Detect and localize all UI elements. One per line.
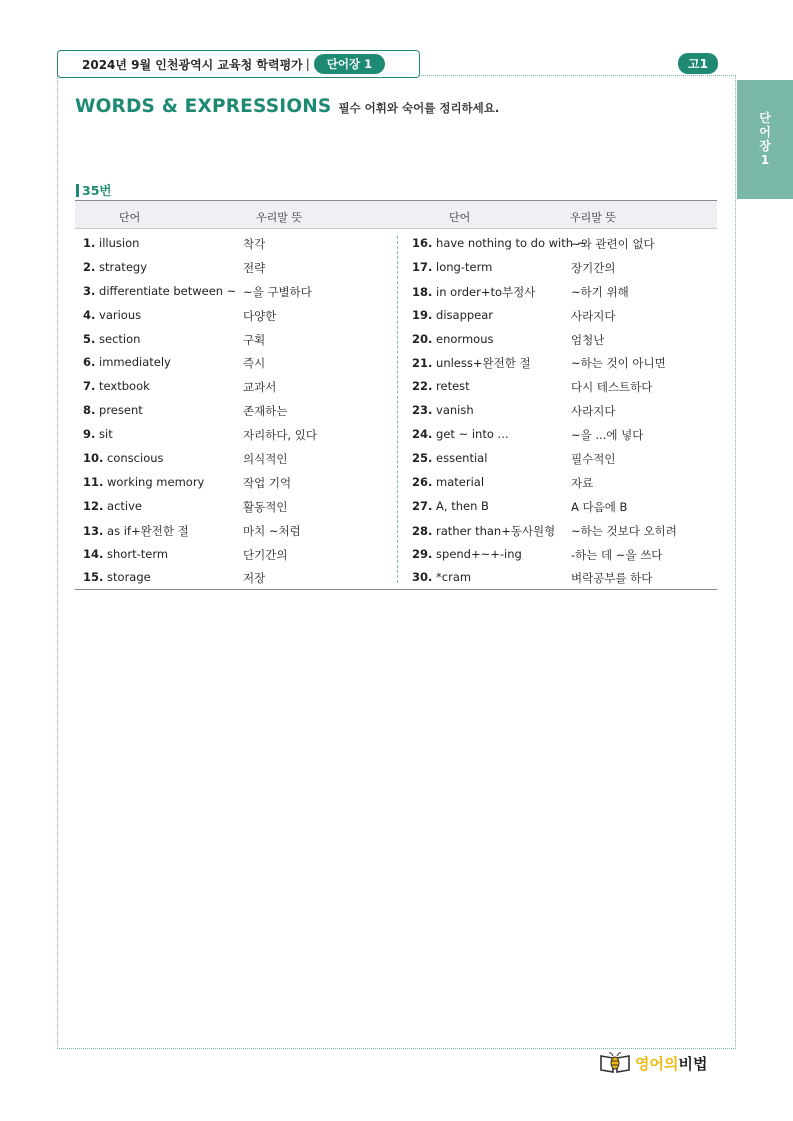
word-text: long-term <box>436 259 493 274</box>
item-number: 15. <box>83 570 104 585</box>
word-text: enormous <box>436 331 494 346</box>
item-number: 16. <box>412 236 433 250</box>
word-text: get ~ into ... <box>436 427 509 442</box>
col-header-word: 단어 <box>119 211 141 224</box>
korean-meaning: 저장 <box>243 571 266 586</box>
word-text: spend+~+-ing <box>436 546 522 561</box>
word-text: active <box>107 498 142 513</box>
word-text: *cram <box>436 570 472 585</box>
logo-text-b: 비법 <box>678 1054 708 1073</box>
vocab-word <box>83 427 113 441</box>
item-number: 12. <box>83 498 104 513</box>
korean-meaning: ~하기 위해 <box>571 284 629 299</box>
side-tab-char: 단 <box>759 111 771 125</box>
word-text: various <box>99 307 142 322</box>
vocab-word <box>83 547 168 561</box>
title-main: WORDS & EXPRESSIONS <box>75 96 332 117</box>
korean-meaning: 마치 ~처럼 <box>243 523 301 538</box>
word-text: unless+완전한 절 <box>436 356 531 371</box>
item-number: 29. <box>412 546 433 561</box>
word-text: section <box>99 331 141 346</box>
exam-title: 2024년 9월 인천광역시 교육청 학력평가 <box>82 57 303 72</box>
word-text: textbook <box>99 379 150 394</box>
word-text: sit <box>99 427 113 442</box>
bee-book-icon <box>599 1050 631 1076</box>
item-number: 14. <box>83 546 104 561</box>
logo-wordmark <box>635 1053 707 1074</box>
item-number: 4. <box>83 307 96 322</box>
korean-meaning: 착각 <box>243 237 266 251</box>
word-text: short-term <box>107 546 169 561</box>
korean-meaning: A 다음에 B <box>571 499 628 514</box>
title-subtitle: 필수 어휘와 숙어를 정리하세요. <box>338 101 500 115</box>
publisher-logo <box>599 1050 707 1076</box>
vocab-word <box>83 475 204 489</box>
item-number: 27. <box>412 498 433 513</box>
korean-meaning: 작업 기억 <box>243 475 292 490</box>
item-number: 21. <box>412 356 433 371</box>
korean-meaning: 엄청난 <box>571 332 605 347</box>
vocab-word <box>412 523 555 539</box>
korean-meaning: 구획 <box>243 332 266 347</box>
vocab-word <box>412 236 586 250</box>
item-number: 11. <box>83 474 104 489</box>
item-number: 26. <box>412 474 433 489</box>
section-marker <box>76 184 79 197</box>
item-number: 20. <box>412 331 433 346</box>
vocab-word <box>83 451 164 465</box>
korean-meaning: 다양한 <box>243 308 277 323</box>
vocab-word <box>412 427 509 441</box>
vocab-word <box>83 403 143 417</box>
side-tab-char: 장 <box>759 139 771 153</box>
vocab-word <box>412 451 487 465</box>
korean-meaning: 의식적인 <box>243 452 288 467</box>
word-text: working memory <box>107 474 205 489</box>
grade-badge: 고1 <box>678 53 718 74</box>
item-number: 10. <box>83 451 104 466</box>
korean-meaning: 필수적인 <box>571 452 616 467</box>
section-label <box>76 181 111 199</box>
word-text: strategy <box>99 259 147 274</box>
vocab-word <box>83 523 189 539</box>
word-text: illusion <box>99 236 140 250</box>
korean-meaning: 활동적인 <box>243 499 288 514</box>
item-number: 9. <box>83 427 96 442</box>
korean-meaning: 존재하는 <box>243 404 288 419</box>
item-number: 18. <box>412 284 433 299</box>
item-number: 19. <box>412 307 433 322</box>
word-text: vanish <box>436 403 474 418</box>
vocab-word <box>412 355 531 371</box>
side-tab-char: 1 <box>760 153 770 167</box>
word-text: conscious <box>107 451 164 466</box>
vocab-word <box>412 260 492 274</box>
item-number: 17. <box>412 259 433 274</box>
col-header-meaning: 우리말 뜻 <box>570 211 617 224</box>
word-text: in order+to부정사 <box>436 284 536 299</box>
item-number: 2. <box>83 259 96 274</box>
page-title <box>75 96 499 117</box>
word-text: retest <box>436 379 470 394</box>
korean-meaning: 단기간의 <box>243 547 288 562</box>
side-tab-char: 어 <box>759 125 771 139</box>
vocab-word <box>83 570 151 584</box>
korean-meaning: 사라지다 <box>571 308 616 323</box>
col-header-meaning: 우리말 뜻 <box>256 211 303 224</box>
word-text: present <box>99 403 143 418</box>
korean-meaning: 자료 <box>571 475 594 490</box>
item-number: 23. <box>412 403 433 418</box>
vocab-word <box>83 499 142 513</box>
vocab-word <box>412 499 489 513</box>
vocab-word <box>83 284 236 298</box>
korean-meaning: 벼락공부를 하다 <box>571 571 653 586</box>
item-number: 25. <box>412 451 433 466</box>
word-text: essential <box>436 451 488 466</box>
vocab-word <box>83 260 147 274</box>
word-text: disappear <box>436 307 494 322</box>
header-separator: | <box>305 57 310 71</box>
korean-meaning: ~와 관련이 없다 <box>571 237 655 251</box>
word-text: storage <box>107 570 151 585</box>
vocab-word <box>412 547 522 561</box>
item-number: 24. <box>412 427 433 442</box>
vocab-word <box>412 379 470 393</box>
korean-meaning: 전략 <box>243 260 266 275</box>
item-number: 7. <box>83 379 96 394</box>
korean-meaning: ~하는 것이 아니면 <box>571 356 666 371</box>
korean-meaning: ~을 구별하다 <box>243 284 312 299</box>
col-header-word: 단어 <box>449 211 471 224</box>
vocab-word <box>412 570 471 584</box>
vocab-word <box>83 332 140 346</box>
korean-meaning: 사라지다 <box>571 404 616 419</box>
logo-text-a: 영어의 <box>635 1054 679 1073</box>
table-header <box>75 200 717 229</box>
word-text: differentiate between ~ <box>99 283 237 298</box>
vocab-word <box>412 403 474 417</box>
korean-meaning: ~하는 것보다 오히려 <box>571 523 677 538</box>
item-number: 8. <box>83 403 96 418</box>
korean-meaning: 자리하다, 있다 <box>243 428 317 443</box>
item-number: 5. <box>83 331 96 346</box>
korean-meaning: ~을 ...에 넣다 <box>571 428 644 443</box>
word-text: rather than+동사원형 <box>436 523 556 538</box>
vocab-word <box>83 308 141 322</box>
item-number: 22. <box>412 379 433 394</box>
vocab-word <box>412 332 493 346</box>
item-number: 30. <box>412 570 433 585</box>
vocab-word <box>83 236 139 250</box>
vocab-pill: 단어장 1 <box>314 54 385 74</box>
item-number: 6. <box>83 355 96 370</box>
vocab-word <box>83 379 150 393</box>
column-divider <box>397 236 398 583</box>
table-bottom-rule <box>75 589 717 590</box>
section-number: 35번 <box>82 183 112 198</box>
korean-meaning: 교과서 <box>243 380 277 395</box>
vocab-word <box>412 308 493 322</box>
word-text: material <box>436 474 485 489</box>
word-text: immediately <box>99 355 171 370</box>
exam-header <box>57 50 420 78</box>
korean-meaning: 장기간의 <box>571 260 616 275</box>
side-tab <box>737 80 793 199</box>
item-number: 3. <box>83 283 96 298</box>
item-number: 1. <box>83 236 96 250</box>
korean-meaning: 다시 테스트하다 <box>571 380 653 395</box>
item-number: 13. <box>83 523 104 538</box>
korean-meaning: -하는 데 ~을 쓰다 <box>571 547 663 562</box>
word-text: as if+완전한 절 <box>107 523 189 538</box>
vocab-word <box>412 475 484 489</box>
korean-meaning: 즉시 <box>243 356 266 371</box>
vocab-word <box>83 355 171 369</box>
word-text: have nothing to do with ~ <box>436 236 587 250</box>
vocab-word <box>412 284 535 300</box>
item-number: 28. <box>412 523 433 538</box>
word-text: A, then B <box>436 498 489 513</box>
